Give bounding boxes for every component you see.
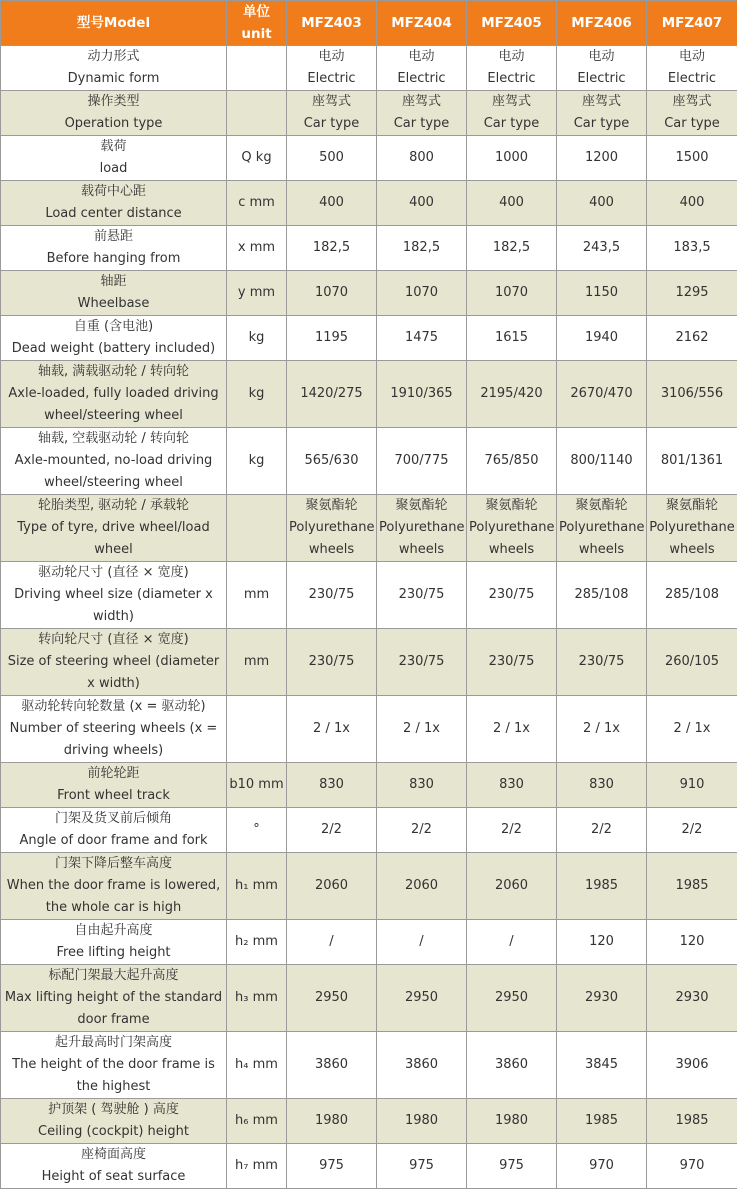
spec-unit-cell: h₁ mm: [227, 853, 287, 920]
spec-value-cell: 1195: [287, 316, 377, 361]
spec-value-cell: 聚氨酯轮 Polyurethane wheels: [287, 495, 377, 562]
spec-value-cell: /: [287, 920, 377, 965]
spec-value-cell: 1980: [377, 1099, 467, 1144]
spec-value-cell: 1910/365: [377, 361, 467, 428]
spec-value-cell: 1295: [647, 271, 737, 316]
spec-value-cell: 1985: [647, 1099, 737, 1144]
spec-item-en: When the door frame is lowered, the whole car is high: [3, 875, 224, 919]
spec-item-en: Type of tyre, drive wheel/load wheel: [3, 517, 224, 561]
spec-value-cell: 230/75: [287, 629, 377, 696]
spec-unit-cell: h₇ mm: [227, 1144, 287, 1189]
spec-body: [1, 46, 737, 1189]
spec-item-cn: 轴载, 空载驱动轮 / 转向轮: [3, 428, 224, 450]
spec-item-cn: 前悬距: [3, 226, 224, 248]
spec-value-cell: 260/105: [647, 629, 737, 696]
spec-value-cell: /: [467, 920, 557, 965]
spec-unit-cell: h₃ mm: [227, 965, 287, 1032]
spec-item-cn: 载荷: [3, 136, 224, 158]
spec-item-cn: 自由起升高度: [3, 920, 224, 942]
spec-row: [1, 629, 737, 696]
spec-value-cell: 500: [287, 136, 377, 181]
spec-value-cell: 400: [287, 181, 377, 226]
header-row: [1, 1, 737, 46]
spec-value-cell: 电动 Electric: [377, 46, 467, 91]
spec-value-cell: 聚氨酯轮 Polyurethane wheels: [557, 495, 647, 562]
header-model-name: MFZ406: [557, 1, 647, 46]
spec-row: [1, 965, 737, 1032]
spec-row: [1, 562, 737, 629]
spec-value-cell: 3860: [467, 1032, 557, 1099]
spec-value-cell: 1500: [647, 136, 737, 181]
spec-value-cell: 2 / 1x: [287, 696, 377, 763]
spec-value-cell: 电动 Electric: [287, 46, 377, 91]
spec-value-cell: 2/2: [557, 808, 647, 853]
spec-value-cell: 400: [557, 181, 647, 226]
header-model-name: MFZ404: [377, 1, 467, 46]
spec-value-cell: 2195/420: [467, 361, 557, 428]
spec-item-en: Dynamic form: [3, 68, 224, 90]
spec-value-cell: 800/1140: [557, 428, 647, 495]
spec-unit-cell: kg: [227, 361, 287, 428]
spec-item-en: Before hanging from: [3, 248, 224, 270]
spec-item-en: Dead weight (battery included): [3, 338, 224, 360]
spec-value-cell: 3845: [557, 1032, 647, 1099]
spec-item-cell: [1, 1144, 227, 1189]
spec-item-cn: 操作类型: [3, 91, 224, 113]
spec-unit-cell: h₆ mm: [227, 1099, 287, 1144]
spec-row: [1, 495, 737, 562]
spec-value-cell: 3860: [287, 1032, 377, 1099]
spec-item-cn: 门架及货叉前后倾角: [3, 808, 224, 830]
spec-value-cell: 2930: [647, 965, 737, 1032]
spec-value-cell: 2950: [287, 965, 377, 1032]
spec-item-cell: [1, 46, 227, 91]
spec-unit-cell: [227, 495, 287, 562]
spec-value-cell: 230/75: [467, 629, 557, 696]
spec-item-en: Axle-mounted, no-load driving wheel/steering wheel: [3, 450, 224, 494]
spec-value-cell: 2/2: [467, 808, 557, 853]
spec-value-cell: 975: [467, 1144, 557, 1189]
spec-item-en: Number of steering wheels (x = driving wheels): [3, 718, 224, 762]
header-unit: 单位unit: [227, 1, 287, 46]
spec-value-cell: 座驾式 Car type: [557, 91, 647, 136]
spec-item-cell: [1, 91, 227, 136]
spec-value-cell: 975: [287, 1144, 377, 1189]
spec-item-cn: 转向轮尺寸 (直径 × 宽度): [3, 629, 224, 651]
spec-value-cell: 聚氨酯轮 Polyurethane wheels: [467, 495, 557, 562]
spec-value-cell: 座驾式 Car type: [377, 91, 467, 136]
spec-unit-cell: [227, 696, 287, 763]
spec-value-cell: 230/75: [377, 629, 467, 696]
spec-item-cn: 护顶架 ( 驾驶舱 ) 高度: [3, 1099, 224, 1121]
spec-unit-cell: b10 mm: [227, 763, 287, 808]
spec-value-cell: 230/75: [557, 629, 647, 696]
spec-value-cell: 830: [557, 763, 647, 808]
spec-item-en: Driving wheel size (diameter x width): [3, 584, 224, 628]
spec-value-cell: 2 / 1x: [647, 696, 737, 763]
spec-item-cell: [1, 629, 227, 696]
spec-unit-cell: h₄ mm: [227, 1032, 287, 1099]
spec-value-cell: 1980: [287, 1099, 377, 1144]
spec-item-cn: 轮胎类型, 驱动轮 / 承载轮: [3, 495, 224, 517]
spec-value-cell: 电动 Electric: [557, 46, 647, 91]
spec-item-cn: 驱动轮转向轮数量 (x = 驱动轮): [3, 696, 224, 718]
spec-item-cell: [1, 495, 227, 562]
spec-item-en: Size of steering wheel (diameter x width): [3, 651, 224, 695]
spec-item-cn: 轴距: [3, 271, 224, 293]
spec-value-cell: 2060: [377, 853, 467, 920]
spec-unit-cell: mm: [227, 629, 287, 696]
spec-item-en: Angle of door frame and fork: [3, 830, 224, 852]
spec-value-cell: 970: [647, 1144, 737, 1189]
spec-value-cell: 182,5: [377, 226, 467, 271]
spec-item-en: Wheelbase: [3, 293, 224, 315]
spec-item-cell: [1, 562, 227, 629]
spec-row: [1, 696, 737, 763]
spec-row: [1, 1099, 737, 1144]
spec-value-cell: 3106/556: [647, 361, 737, 428]
spec-item-cn: 标配门架最大起升高度: [3, 965, 224, 987]
spec-item-cell: [1, 1032, 227, 1099]
spec-unit-cell: h₂ mm: [227, 920, 287, 965]
spec-value-cell: 700/775: [377, 428, 467, 495]
spec-row: [1, 920, 737, 965]
spec-value-cell: /: [377, 920, 467, 965]
spec-item-cell: [1, 361, 227, 428]
spec-item-en: The height of the door frame is the highest: [3, 1054, 224, 1098]
spec-row: [1, 226, 737, 271]
spec-row: [1, 136, 737, 181]
spec-item-en: Load center distance: [3, 203, 224, 225]
spec-item-cn: 起升最高时门架高度: [3, 1032, 224, 1054]
spec-item-en: Operation type: [3, 113, 224, 135]
spec-row: [1, 428, 737, 495]
spec-value-cell: 765/850: [467, 428, 557, 495]
spec-value-cell: 电动 Electric: [467, 46, 557, 91]
spec-unit-cell: kg: [227, 316, 287, 361]
spec-value-cell: 830: [377, 763, 467, 808]
spec-value-cell: 2/2: [377, 808, 467, 853]
spec-row: [1, 1144, 737, 1189]
spec-row: [1, 46, 737, 91]
spec-row: [1, 91, 737, 136]
spec-value-cell: 聚氨酯轮 Polyurethane wheels: [647, 495, 737, 562]
spec-row: [1, 316, 737, 361]
spec-item-en: load: [3, 158, 224, 180]
spec-row: [1, 271, 737, 316]
spec-value-cell: 2060: [287, 853, 377, 920]
spec-value-cell: 182,5: [467, 226, 557, 271]
header-model-name: MFZ403: [287, 1, 377, 46]
spec-value-cell: 2930: [557, 965, 647, 1032]
spec-unit-cell: x mm: [227, 226, 287, 271]
spec-unit-cell: y mm: [227, 271, 287, 316]
header-model-name: MFZ407: [647, 1, 737, 46]
spec-value-cell: 1940: [557, 316, 647, 361]
spec-unit-cell: c mm: [227, 181, 287, 226]
spec-value-cell: 800: [377, 136, 467, 181]
spec-item-cell: [1, 1099, 227, 1144]
header-model-name: MFZ405: [467, 1, 557, 46]
spec-value-cell: 243,5: [557, 226, 647, 271]
spec-item-cell: [1, 920, 227, 965]
spec-item-cell: [1, 696, 227, 763]
spec-row: [1, 763, 737, 808]
spec-item-en: Axle-loaded, fully loaded driving wheel/steering wheel: [3, 383, 224, 427]
spec-unit-cell: kg: [227, 428, 287, 495]
spec-value-cell: 2950: [377, 965, 467, 1032]
spec-value-cell: 3906: [647, 1032, 737, 1099]
spec-item-cell: [1, 226, 227, 271]
spec-value-cell: 830: [287, 763, 377, 808]
spec-value-cell: 2/2: [287, 808, 377, 853]
spec-item-cn: 座椅面高度: [3, 1144, 224, 1166]
spec-item-cell: [1, 428, 227, 495]
spec-value-cell: 1985: [557, 853, 647, 920]
spec-value-cell: 801/1361: [647, 428, 737, 495]
spec-value-cell: 1200: [557, 136, 647, 181]
spec-unit-cell: [227, 46, 287, 91]
spec-item-cell: [1, 853, 227, 920]
spec-value-cell: 2 / 1x: [377, 696, 467, 763]
spec-value-cell: 3860: [377, 1032, 467, 1099]
spec-item-cn: 前轮轮距: [3, 763, 224, 785]
spec-row: [1, 361, 737, 428]
spec-value-cell: 830: [467, 763, 557, 808]
spec-value-cell: 975: [377, 1144, 467, 1189]
spec-value-cell: 座驾式 Car type: [287, 91, 377, 136]
spec-value-cell: 230/75: [377, 562, 467, 629]
spec-value-cell: 910: [647, 763, 737, 808]
spec-item-cell: [1, 763, 227, 808]
spec-value-cell: 285/108: [647, 562, 737, 629]
spec-value-cell: 座驾式 Car type: [467, 91, 557, 136]
spec-value-cell: 400: [377, 181, 467, 226]
spec-value-cell: 230/75: [287, 562, 377, 629]
spec-value-cell: 565/630: [287, 428, 377, 495]
spec-value-cell: 230/75: [467, 562, 557, 629]
spec-item-cn: 门架下降后整车高度: [3, 853, 224, 875]
spec-item-en: Height of seat surface: [3, 1166, 224, 1188]
spec-value-cell: 2060: [467, 853, 557, 920]
spec-item-cell: [1, 316, 227, 361]
spec-item-cn: 驱动轮尺寸 (直径 × 宽度): [3, 562, 224, 584]
spec-value-cell: 400: [647, 181, 737, 226]
spec-value-cell: 120: [557, 920, 647, 965]
spec-item-cell: [1, 965, 227, 1032]
spec-row: [1, 181, 737, 226]
spec-unit-cell: °: [227, 808, 287, 853]
spec-value-cell: 2 / 1x: [557, 696, 647, 763]
spec-value-cell: 2950: [467, 965, 557, 1032]
spec-value-cell: 1070: [287, 271, 377, 316]
spec-item-cell: [1, 808, 227, 853]
spec-value-cell: 1070: [467, 271, 557, 316]
spec-value-cell: 聚氨酯轮 Polyurethane wheels: [377, 495, 467, 562]
spec-item-en: Max lifting height of the standard door frame: [3, 987, 224, 1031]
spec-item-cn: 载荷中心距: [3, 181, 224, 203]
spec-item-en: Free lifting height: [3, 942, 224, 964]
spec-value-cell: 2 / 1x: [467, 696, 557, 763]
spec-unit-cell: mm: [227, 562, 287, 629]
spec-item-cn: 自重 (含电池): [3, 316, 224, 338]
spec-item-en: Front wheel track: [3, 785, 224, 807]
spec-item-cn: 动力形式: [3, 46, 224, 68]
spec-unit-cell: Q kg: [227, 136, 287, 181]
spec-value-cell: 285/108: [557, 562, 647, 629]
spec-value-cell: 1000: [467, 136, 557, 181]
spec-value-cell: 座驾式 Car type: [647, 91, 737, 136]
header-model: 型号Model: [1, 1, 227, 46]
spec-value-cell: 1985: [647, 853, 737, 920]
spec-value-cell: 2670/470: [557, 361, 647, 428]
spec-value-cell: 2162: [647, 316, 737, 361]
spec-value-cell: 1615: [467, 316, 557, 361]
spec-value-cell: 182,5: [287, 226, 377, 271]
spec-value-cell: 1475: [377, 316, 467, 361]
spec-item-cell: [1, 181, 227, 226]
spec-item-cn: 轴载, 满载驱动轮 / 转向轮: [3, 361, 224, 383]
spec-item-cell: [1, 271, 227, 316]
spec-value-cell: 1985: [557, 1099, 647, 1144]
spec-unit-cell: [227, 91, 287, 136]
spec-item-cell: [1, 136, 227, 181]
spec-row: [1, 808, 737, 853]
spec-row: [1, 853, 737, 920]
spec-row: [1, 1032, 737, 1099]
spec-value-cell: 2/2: [647, 808, 737, 853]
spec-item-en: Ceiling (cockpit) height: [3, 1121, 224, 1143]
spec-value-cell: 1420/275: [287, 361, 377, 428]
spec-value-cell: 120: [647, 920, 737, 965]
spec-value-cell: 1980: [467, 1099, 557, 1144]
spec-value-cell: 400: [467, 181, 557, 226]
spec-value-cell: 1150: [557, 271, 647, 316]
spec-value-cell: 1070: [377, 271, 467, 316]
spec-value-cell: 183,5: [647, 226, 737, 271]
spec-value-cell: 970: [557, 1144, 647, 1189]
spec-value-cell: 电动 Electric: [647, 46, 737, 91]
